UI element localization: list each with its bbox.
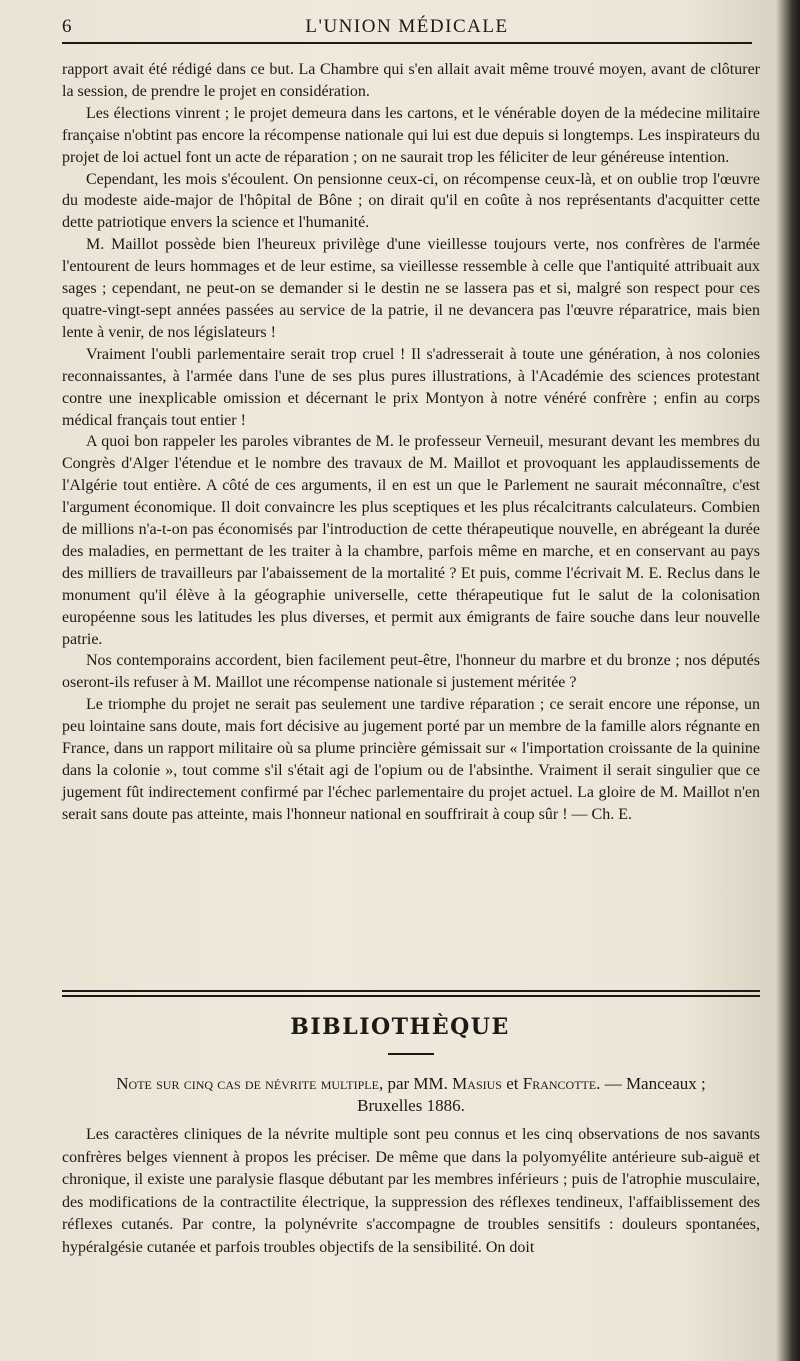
section-heading: BIBLIOTHÈQUE [290,1014,510,1040]
header-rule [62,42,752,44]
article-paragraph: Nos contemporains accordent, bien facilement peut-être, l'honneur du marbre et du bronze ; nos députés oseront-ils refuser à M. Maillot une récompense nationale si justement méritée ? [62,652,760,692]
section-divider-top [62,990,760,992]
page-header [62,6,752,46]
article-paragraph: Cependant, les mois s'écoulent. On pensionne ceux-ci, on récompense ceux-là, et on oublie trop l'œuvre du modeste aide-major de l'hôpital de Bône ; on dirait qu'il en coûte à nos représentants d'acquitter cette dette patriotique envers la science et l'humanité. [62,170,760,232]
book-reference [62,1073,760,1117]
article-paragraph: Les élections vinrent ; le projet demeura dans les cartons, et le vénérable doyen de la médecine militaire française n'obtint pas encore la récompense nationale qui lui est due depuis si longtemps. Les inspirateurs du projet de loi actuel font un acte de réparation ; on ne saurait trop les féliciter de leur généreuse intention. [62,104,760,166]
section-divider-bottom [62,995,760,997]
review-paragraph: Les caractères cliniques de la névrite multiple sont peu connus et les cinq observations de nos savants confrères belges viennent à propos les préciser. De même que dans la polyomyélite antérieure sub-aiguë et chronique, il existe une paralysie flasque débutant par les membres inférieurs ; puis de l'atrophie musculaire, des modifications de la contractilite électrique, la suppression des réflexes tendineux, l'affaiblissement des réflexes cutanés. Par contre, la polynévrite s'accompagne de troubles sensitifs : douleurs spontanées, hypéralgésie cutanée et parfois troubles objectifs de la sensibilité. On doit [62,1126,760,1256]
reference-prefix: par MM. [387,1074,448,1093]
article-paragraph: A quoi bon rappeler les paroles vibrantes de M. le professeur Verneuil, mesurant devant les membres du Congrès d'Alger l'étendue et le nombre des travaux de M. Maillot et provoquant les applaudissements de l'Algérie tout entière. A côté de ces arguments, il en est un que le Parlement ne saurait méconnaître, c'est l'argument économique. Il doit convaincre les plus sceptiques et les plus récalcitrants calculateurs. Combien de millions n'a-t-on pas économisés par l'introduction de cette thérapeutique nouvelle, en abrégeant la durée des maladies, en permettant de les traiter à la chambre, parfois même en marche, et en conservant au pays des milliers de travailleurs par l'abaissement de la mortalité ? Et puis, comme l'écrivait M. E. Reclus dans le monument qu'il élève à la géographie universelle, cette thérapeutique fut le salut de la colonisation européenne sous les latitudes les plus diverses, et permit aux émigrants de faire souche dans leur nouvelle patrie. [62,433,760,648]
article-paragraph: rapport avait été rédigé dans ce but. La Chambre qui s'en allait avait même trouvé moyen, avant de clôturer la session, de prendre le projet en considération. [62,61,760,100]
article-paragraph: Vraiment l'oubli parlementaire serait trop cruel ! Il s'adresserait à toute une génération, à nos colonies reconnaissantes, à l'armée dans l'une de ses plus pures illustrations, à l'Académie des sciences protestant contre une inexplicable omission et décernant le prix Montyon à notre vénéré confrère ; enfin au corps médical français tout entier ! [62,345,760,429]
article-paragraph: M. Maillot possède bien l'heureux privilège d'une vieillesse toujours verte, nos confrères de l'armée l'entourent de leurs hommages et de leur estime, sa vieillesse ressemble à celle que l'antiquité attribuait aux sages ; cependant, ne peut-on se demander si le destin ne se lassera pas et si, malgré son respect pour ces quatre-vingt-sept années passées au service de la patrie, il ne devancera pas l'œuvre réparatrice, mais bien lente à venir, de nos législateurs ! [62,236,760,341]
reference-author-1: Masius [452,1074,502,1093]
reference-title: Note sur cinq cas de névrite multiple, [116,1074,384,1093]
reference-author-2: Francotte. [522,1074,601,1093]
article-paragraph: Le triomphe du projet ne serait pas seulement une tardive réparation ; ce serait encore une réponse, un peu lointaine sans doute, mais fort décisive au jugement porté par un membre de la famille alors régnante en France, dans un rapport militaire où sa plume princière gémissait sur « l'importation croissante de la quinine dans la colonie », tout comme s'il s'était agi de l'opium ou de l'absinthe. Vraiment il serait singulier que ce jugement fût indirectement confirmé par l'échec parlementaire du projet actuel. La gloire de M. Maillot n'en serait sans doute pas atteinte, mais l'honneur national en souffrirait à coup sûr ! — Ch. E. [62,696,760,823]
article-body [62,59,760,826]
review-body [62,1124,760,1259]
reference-place-year: Bruxelles 1886. [357,1096,465,1115]
page-number: 6 [62,16,72,37]
reference-publisher: — Manceaux ; [604,1074,706,1093]
running-title: L'UNION MÉDICALE [305,16,509,37]
heading-rule [388,1053,434,1055]
reference-conjunction: et [506,1074,519,1093]
